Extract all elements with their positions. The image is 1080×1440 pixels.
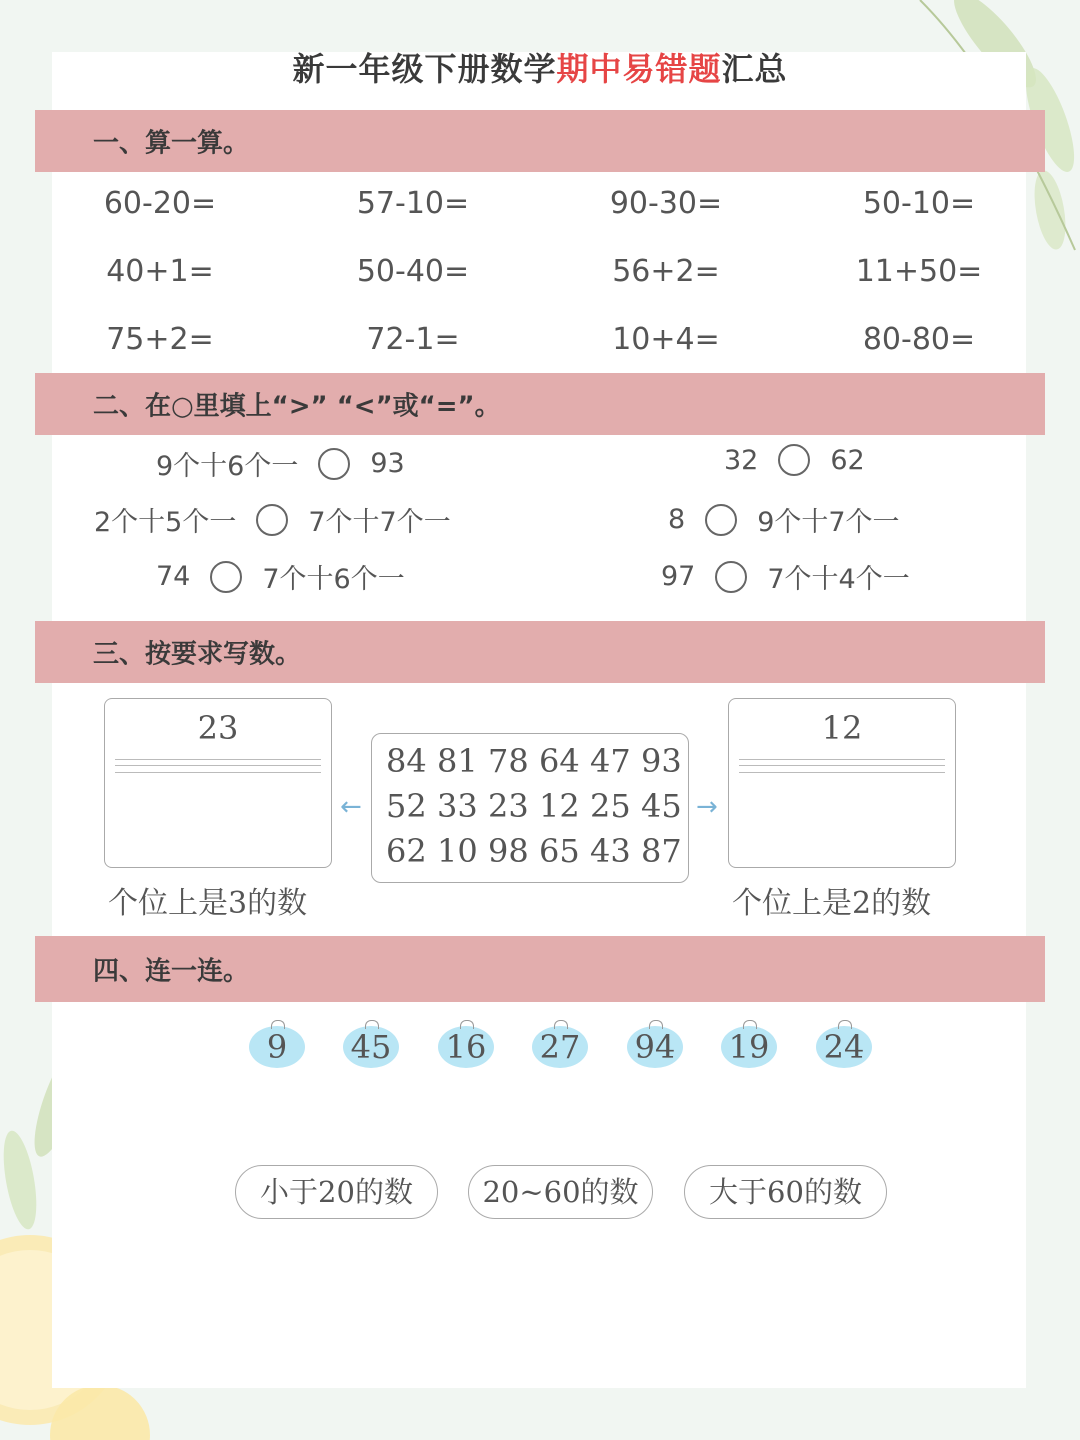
- compare-left: 32: [724, 444, 759, 476]
- arrow-left-icon: ←: [340, 792, 362, 822]
- pool-number: 64: [539, 742, 580, 780]
- calc-item: 72-1=: [366, 322, 460, 357]
- number-bubble[interactable]: 27: [532, 1026, 588, 1068]
- box-caption: 个位上是2的数: [732, 886, 932, 921]
- number-bubble[interactable]: 9: [249, 1026, 305, 1068]
- number-bubble[interactable]: 19: [721, 1026, 777, 1068]
- answer-circle[interactable]: [256, 504, 288, 536]
- pool-number: 93: [641, 742, 682, 780]
- answer-box-ones-3[interactable]: [104, 698, 332, 868]
- pool-number: 25: [590, 787, 631, 825]
- compare-item: [724, 444, 865, 476]
- pool-number: 62: [386, 832, 427, 870]
- answer-box-ones-2[interactable]: [728, 698, 956, 868]
- category-pill[interactable]: 小于20的数: [235, 1165, 438, 1219]
- pool-row: [386, 787, 688, 832]
- compare-left: 74: [156, 561, 191, 592]
- pool-row: [386, 742, 688, 787]
- answer-circle[interactable]: [318, 448, 350, 480]
- box-writing-lines: [739, 759, 945, 773]
- pool-number: 81: [437, 742, 478, 780]
- pool-number: 33: [437, 787, 478, 825]
- page-title: [0, 44, 1080, 90]
- pool-number: 65: [539, 832, 580, 870]
- box-head: 23: [197, 709, 239, 747]
- pool-number: 47: [590, 742, 631, 780]
- compare-left: 9个十6个一: [156, 451, 299, 482]
- number-bubble[interactable]: 45: [343, 1026, 399, 1068]
- compare-left: 97: [661, 561, 696, 592]
- section-2-heading: 二、在○里填上“>” “<”或“=”。: [93, 391, 501, 422]
- calc-item: 40+1=: [106, 254, 214, 289]
- category-pill[interactable]: 20~60的数: [468, 1165, 653, 1219]
- title-highlight: 期中易错题: [556, 50, 722, 88]
- section-1-header: [35, 110, 1045, 172]
- box-head: 12: [821, 709, 863, 747]
- pool-number: 52: [386, 787, 427, 825]
- arrow-right-icon: →: [696, 792, 718, 822]
- calc-item: 11+50=: [855, 254, 983, 289]
- pool-number: 23: [488, 787, 529, 825]
- compare-right: 7个十6个一: [262, 564, 405, 595]
- section-2-header: [35, 373, 1045, 435]
- compare-right: 62: [830, 444, 865, 476]
- box-writing-lines: [115, 759, 321, 773]
- pool-number: 45: [641, 787, 682, 825]
- compare-item: [156, 557, 405, 596]
- title-part1: 新一年级下册数学: [292, 50, 557, 88]
- calc-item: 50-40=: [356, 254, 470, 289]
- pool-number: 87: [641, 832, 682, 870]
- number-bubble[interactable]: 94: [627, 1026, 683, 1068]
- compare-item: [94, 500, 451, 539]
- compare-item: [156, 444, 405, 483]
- compare-right: 7个十7个一: [308, 507, 451, 538]
- pool-number: 43: [590, 832, 631, 870]
- calc-item: 50-10=: [862, 186, 976, 221]
- section-4-heading: 四、连一连。: [93, 956, 250, 987]
- section-1-heading: 一、算一算。: [93, 128, 250, 159]
- pool-number: 12: [539, 787, 580, 825]
- calc-item: 60-20=: [103, 186, 217, 221]
- calc-item: 90-30=: [609, 186, 723, 221]
- calc-item: 57-10=: [356, 186, 470, 221]
- number-bubble[interactable]: 16: [438, 1026, 494, 1068]
- pool-number: 78: [488, 742, 529, 780]
- number-bubble[interactable]: 24: [816, 1026, 872, 1068]
- compare-left: 8: [668, 504, 686, 535]
- compare-item: [668, 500, 900, 539]
- number-pool: [371, 733, 689, 883]
- answer-circle[interactable]: [210, 561, 242, 593]
- pool-number: 84: [386, 742, 427, 780]
- compare-item: [661, 557, 910, 596]
- pool-number: 10: [437, 832, 478, 870]
- answer-circle[interactable]: [778, 444, 810, 476]
- compare-right: 9个十7个一: [757, 507, 900, 538]
- box-caption: 个位上是3的数: [108, 886, 308, 921]
- section-3-heading: 三、按要求写数。: [93, 639, 302, 670]
- calc-item: 10+4=: [612, 322, 720, 357]
- calc-item: 75+2=: [106, 322, 214, 357]
- pool-row: [386, 832, 688, 877]
- compare-left: 2个十5个一: [94, 507, 237, 538]
- compare-right: 7个十4个一: [767, 564, 910, 595]
- calc-item: 56+2=: [612, 254, 720, 289]
- category-pill[interactable]: 大于60的数: [684, 1165, 887, 1219]
- section-3-header: [35, 621, 1045, 683]
- answer-circle[interactable]: [705, 504, 737, 536]
- calc-item: 80-80=: [862, 322, 976, 357]
- answer-circle[interactable]: [715, 561, 747, 593]
- pool-number: 98: [488, 832, 529, 870]
- title-part2: 汇总: [721, 50, 788, 88]
- compare-right: 93: [370, 448, 405, 479]
- section-4-header: [35, 936, 1045, 1002]
